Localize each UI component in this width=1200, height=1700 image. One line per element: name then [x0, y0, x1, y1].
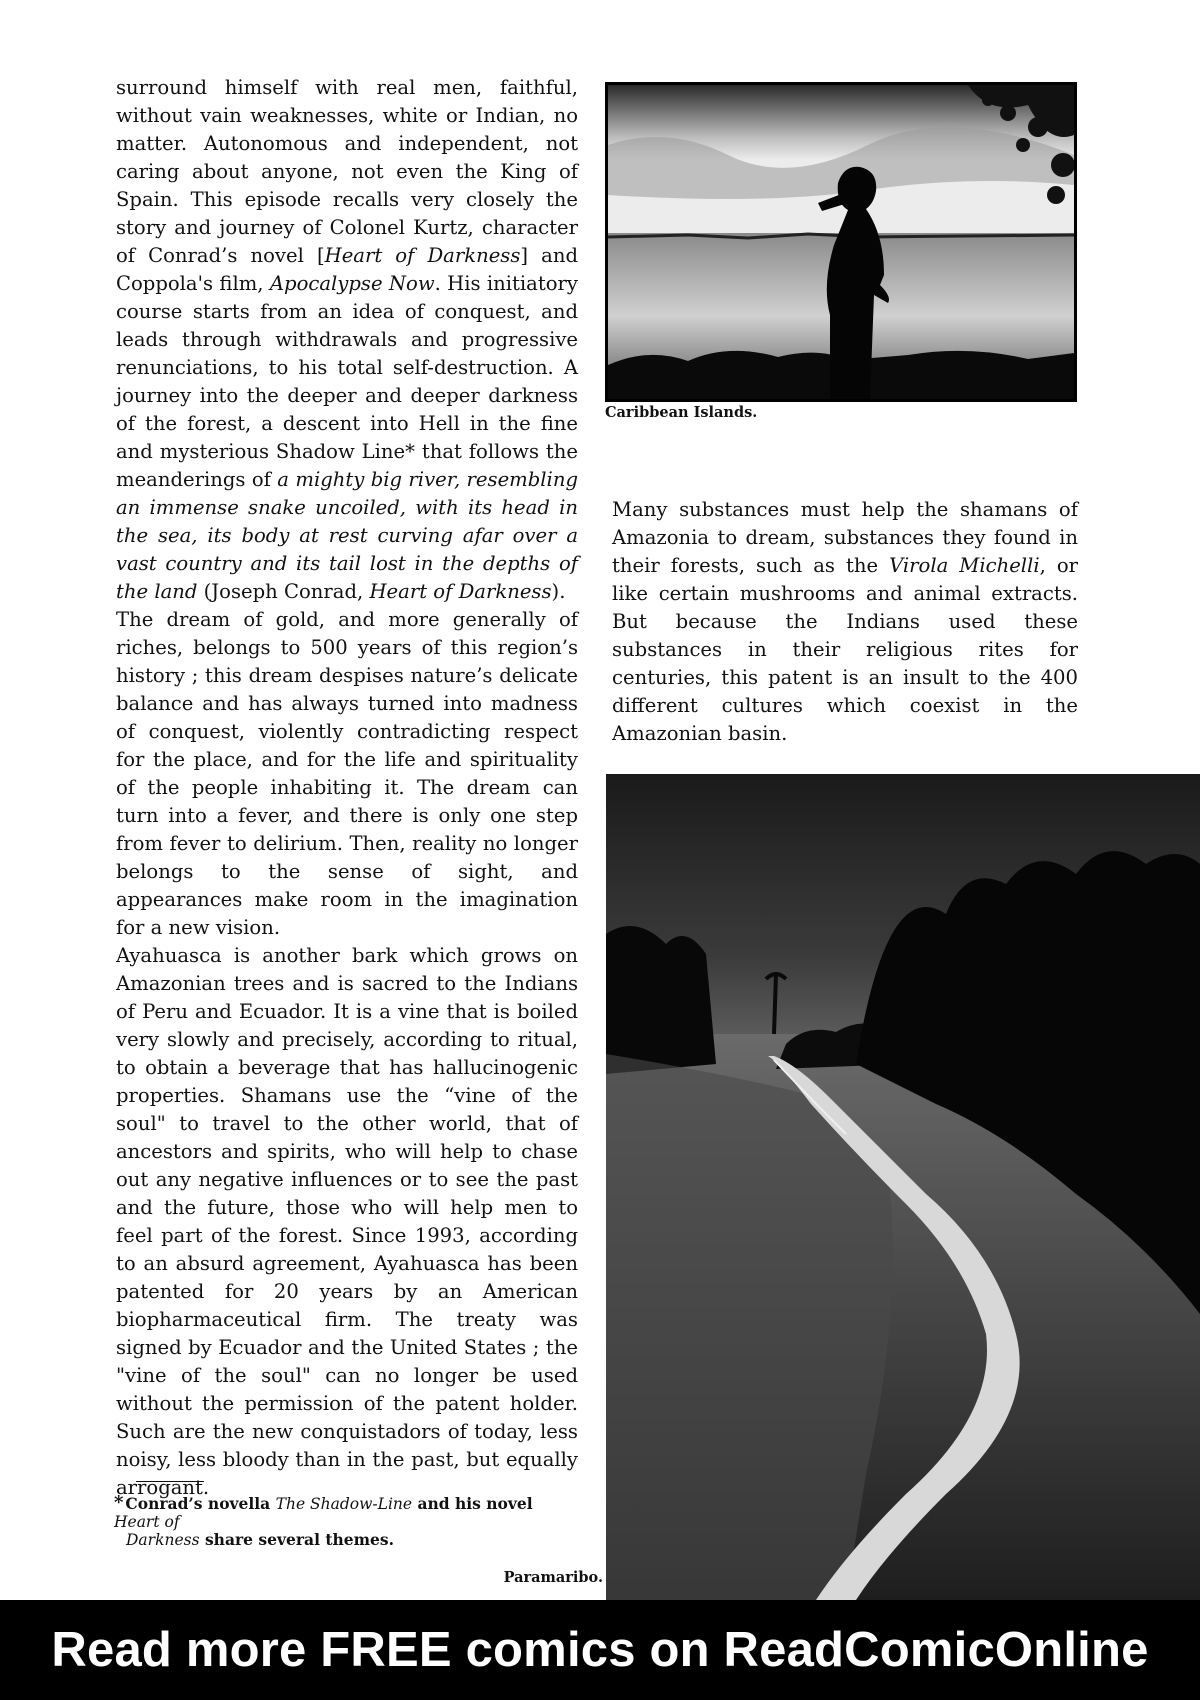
photo-caption: Caribbean Islands.: [605, 404, 758, 421]
paragraph-dream-of-gold: The dream of gold, and more generally of riches, belongs to 500 years of this region’s history ; this dream despises nature’s delicate balance and has always turned into madness of conquest, violently contradicting respect for the place, and for the life and spirituality of the people inhabiting it. The dream can turn into a fever, and there is only one step from fever to delirium. Then, reality no longer belongs to the sense of sight, and appearances make room in the imagination for a new vision.: [116, 608, 578, 939]
left-text-column: [116, 74, 578, 1502]
photo-caption: Paramaribo.: [503, 1569, 603, 1586]
conrad-quote: a mighty big river, resembling an immense snake uncoiled, with its head in the sea, its body at rest curving afar over a vast country and its tail lost in the depths of the land: [116, 468, 578, 603]
footnote-marker: *: [114, 1492, 124, 1513]
promo-banner[interactable]: Read more FREE comics on ReadComicOnline: [0, 1600, 1200, 1700]
right-text-column: [612, 496, 1078, 748]
paragraph-ayahuasca: Ayahuasca is another bark which grows on Amazonian trees and is sacred to the Indians of Peru and Ecuador. It is a vine that is boiled very slowly and precisely, according to ritual, to obtain a beverage that has hallucinogenic properties. Shamans use the “vine of the soul" to travel to the other world, that of ancestors and spirits, who will help to chase out any negative influences or to see the past and the future, those who will help men to feel part of the forest. Since 1993, according to an absurd agreement, Ayahuasca has been patented for 20 years by an American biopharmaceutical firm. The treaty was signed by Ecuador and the United States ; the "vine of the soul" can no longer be used without the permission of the patent holder. Such are the new conquistadors of today, less noisy, less bloody than in the past, but equally arrogant.: [116, 944, 578, 1499]
footnote-divider: [136, 1481, 204, 1482]
paramaribo-path-photo: [606, 774, 1200, 1600]
film-title: Apocalypse Now: [269, 272, 435, 295]
paragraph-kurtz: surround himself with real men, faithful, without vain weaknesses, white or Indian, no matter. Autonomous and independent, not caring about anyone, not even the King of Spain. This episode recalls very closely the story and journey of Colonel Kurtz, character of Conrad’s novel [Heart of Darkness] and Coppola's film, Apocalypse Now. His initiatory course starts from an idea of conquest, and leads through withdrawals and progressive renunciations, to his total self-destruction. A journey into the deeper and deeper darkness of the forest, a descent into Hell in the fine and mysterious Shadow Line* that follows the meanderings of a mighty big river, resembling an immense snake uncoiled, with its head in the sea, its body at rest curving afar over a vast country and its tail lost in the depths of the land (Joseph Conrad, Heart of Darkness).: [116, 76, 578, 603]
caribbean-islands-photo: [605, 82, 1077, 402]
book-title: Heart of Darkness: [369, 580, 552, 603]
paragraph-substances: Many substances must help the shamans of Amazonia to dream, substances they found in their forests, such as the Virola Michelli, or like certain mushrooms and animal extracts. But because the Indians used these substances in their religious rites for centuries, this patent is an insult to the 400 different cultures which coexist in the Amazonian basin.: [612, 498, 1078, 745]
footnote: * Conrad’s novella The Shadow-Line and his novel Heart of Darkness share several themes.: [114, 1492, 533, 1549]
book-title: Heart of Darkness: [324, 244, 521, 267]
plant-name: Virola Michelli: [889, 554, 1040, 577]
